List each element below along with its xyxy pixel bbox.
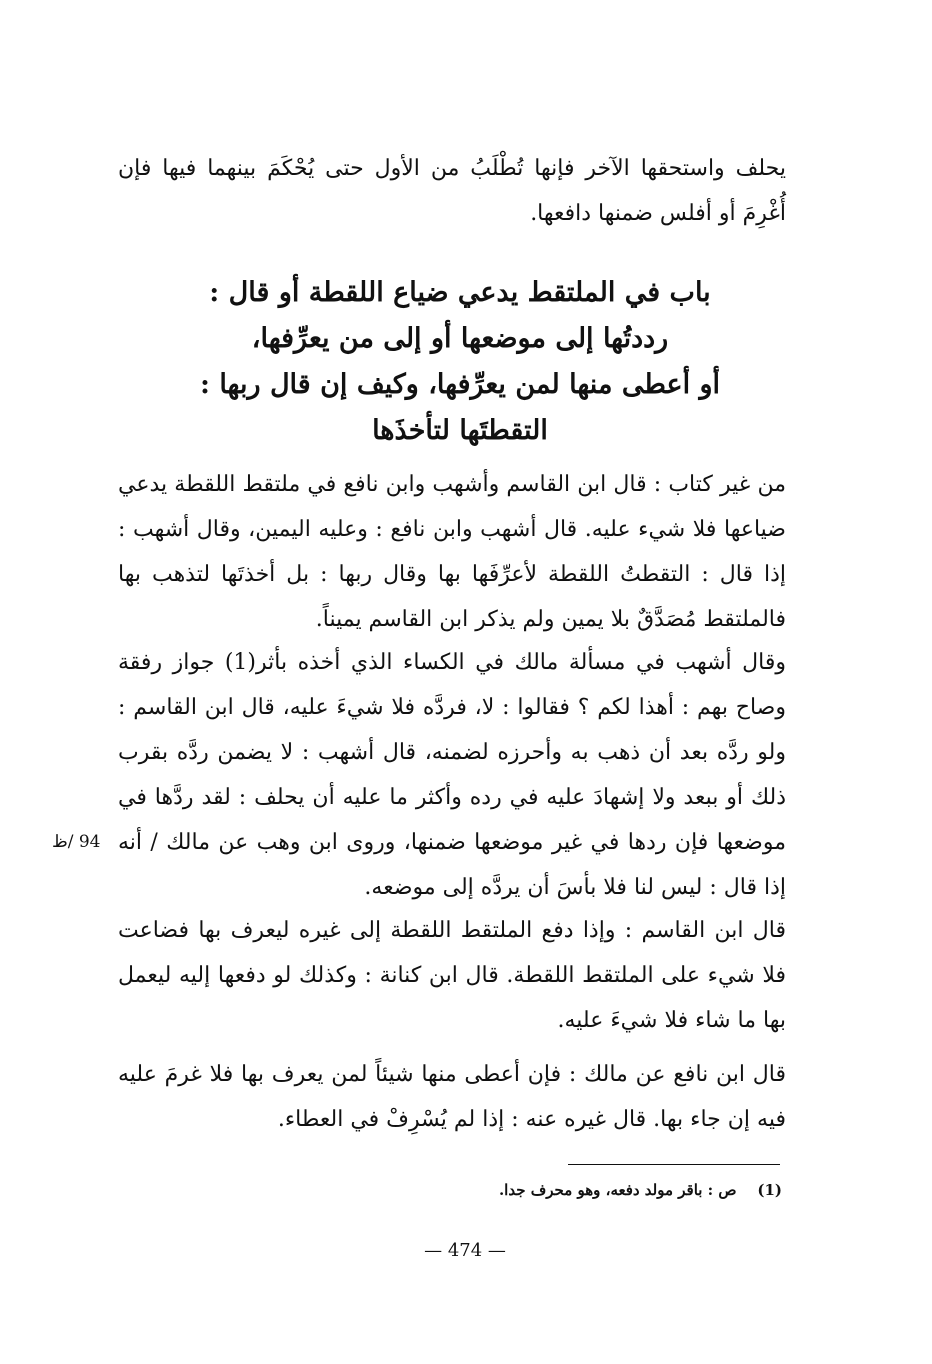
body-paragraph-3: قال ابن القاسم : وإذا دفع الملتقط اللقطة إلى غيره ليعرف بها فضاعت فلا شيء على الملتقط اللقطة. قال ابن كنانة : وكذلك لو دفعها إليه ليعمل بها ما شاء فلا شيءَ عليه. [118,918,786,1033]
page-number: — 474 — [424,1240,506,1261]
footnote-text: ص : باقر مولد دفعه، وهو محرف جدا. [498,1181,737,1199]
heading-line-3: أو أعطى منها لمن يعرِّفها، وكيف إن قال ربها : [199,369,721,400]
manuscript-folio-marker: 94 /ظ [52,832,101,852]
body-paragraph-2: وقال أشهب في مسألة مالك في الكساء الذي أخذه بأثر(1) جواز رفقة وصاح بهم : أهذا لكم ؟ فقالوا : لا، فردَّه فلا شيءَ عليه، قال ابن القاسم : ولو ردَّه بعد أن ذهب به وأحرزه لضمنه، قال أشهب : لا يضمن ردَّه بقرب ذلك أو ببعد ولا إشهادَ عليه في رده وأكثر ما عليه أن يحلف : لقد ردَّها في موضعها فإن ردها في غير موضعها ضمنها، وروى ابن وهب عن مالك / أنه إذا قال : ليس لنا فلا بأسَ أن يردَّه إلى موضعه. [118,650,786,900]
body-paragraph-4: قال ابن نافع عن مالك : فإن أعطى منها شيئاً لمن يعرف بها فلا غرمَ عليه فيه إن جاء بها. قال غيره عنه : إذا لم يُسْرِفْ في العطاء. [118,1062,786,1132]
footnote [420,1176,782,1204]
heading-line-2: رددتُها إلى موضعها أو إلى من يعرِّفها، [251,323,669,354]
footnote-number: (1) [757,1181,782,1199]
chapter-heading [140,270,780,454]
footnote-divider [568,1164,780,1165]
body-paragraph-1: من غير كتاب : قال ابن القاسم وأشهب وابن نافع في ملتقط اللقطة يدعي ضياعها فلا شيء عليه. قال أشهب وابن نافع : وعليه اليمين، وقال أشهب : إذا قال : التقطتُ اللقطة لأعرِّفَها بها وقال ربها : بل أخذتَها لتذهب بها فالملتقط مُصَدَّقٌ بلا يمين ولم يذكر ابن القاسم يميناً. [118,472,786,632]
intro-paragraph: يحلف واستحقها الآخر فإنها تُطْلَبُ من الأول حتى يُحْكَمَ بينهما فيها فإن أُغْرِمَ أو أفلس ضمنها دافعها. [118,156,786,226]
heading-line-1: باب في الملتقط يدعي ضياع اللقطة أو قال : [209,277,711,308]
heading-line-4: التقطتَها لتأخذَها [372,415,548,446]
